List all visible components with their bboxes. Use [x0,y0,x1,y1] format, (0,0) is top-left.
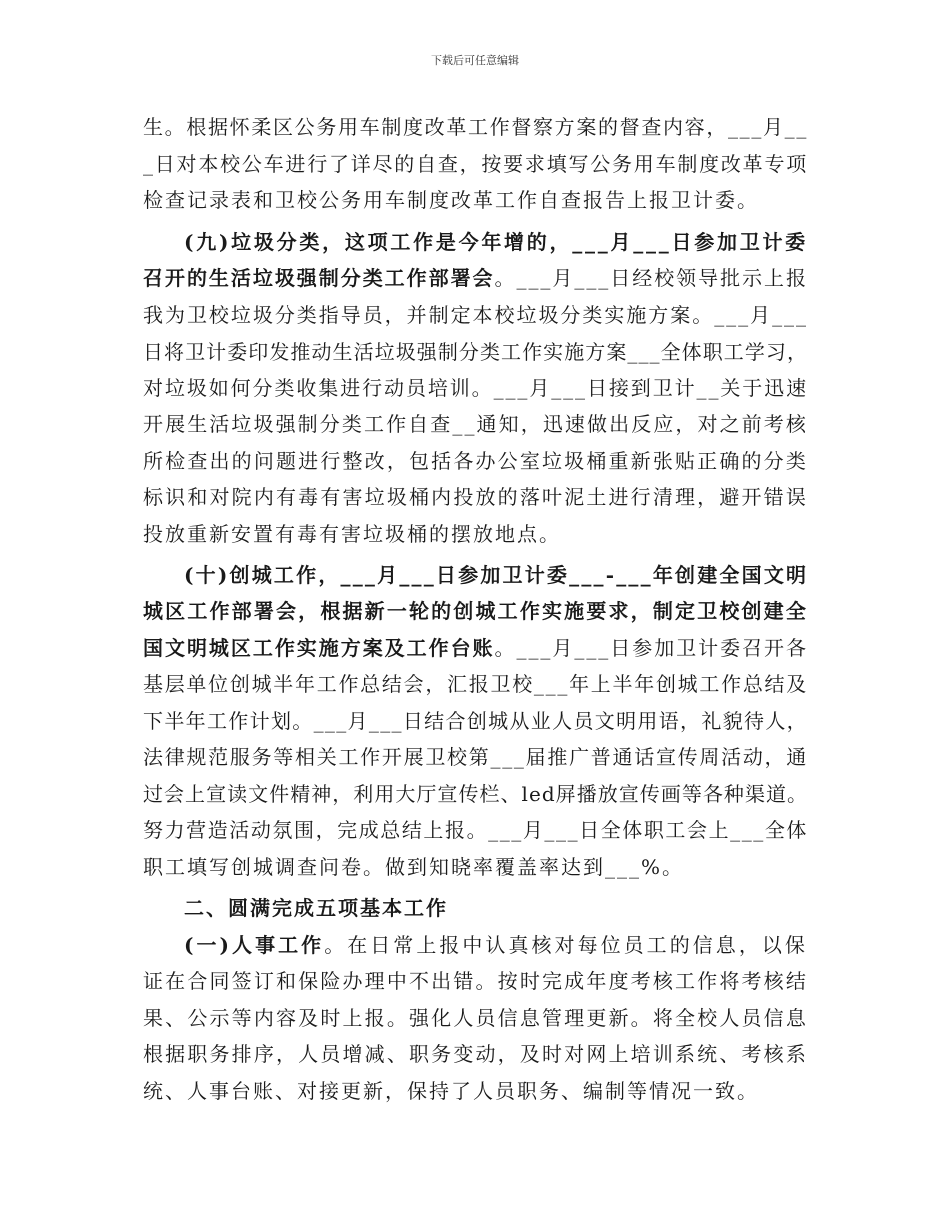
text: 证在合同签订和保险办理中不出错。按时完成年度考核工作将考核结 [143,969,808,993]
text: _日对本校公车进行了详尽的自查，按要求填写公务用车制度改革专项 [143,152,808,176]
text-line [143,636,808,660]
text-line [143,1079,759,1103]
text-line [184,230,808,254]
text-line [143,340,808,364]
text: 法律规范服务等相关工作开展卫校第___届推广普通话宣传周活动，通 [143,745,808,769]
bold-text: (九)垃圾分类，这项工作是今年增的，___月___日参加卫计委 [184,230,808,254]
text-line [143,1006,808,1030]
text-line [143,522,561,546]
bold-text: (十)创城工作，___月___日参加卫计委___-___年创建全国文明 [184,563,809,587]
text: 开展生活垃圾强制分类工作自查__通知，迅速做出反应，对之前考核 [143,412,808,436]
text: 下半年工作计划。___月___日结合创城从业人员文明用语，礼貌待人， [143,709,808,733]
text: 。在日常上报中认真核对每位员工的信息，以保 [324,933,808,957]
text-line [143,969,808,993]
text: 所检查出的问题进行整改，包括各办公室垃圾桶重新张贴正确的分类 [143,449,808,473]
text-line [143,855,684,879]
bold-text: 国文明城区工作实施方案及工作台账 [143,636,495,660]
text: 日将卫计委印发推动生活垃圾强制分类工作实施方案___全体职工学习， [143,340,808,364]
text-line [184,933,808,957]
text: 过会上宣读文件精神，利用大厅宣传栏、led屏播放宣传画等各种渠道。 [143,782,809,806]
text-line [143,1042,808,1066]
text-line [143,115,808,139]
text-line [184,896,448,920]
text: 统、人事台账、对接更新，保持了人员职务、编制等情况一致。 [143,1079,759,1103]
bold-text: 召开的生活垃圾强制分类工作部署会 [143,266,495,290]
text-line [143,188,759,212]
text-line [143,818,808,842]
text: 基层单位创城半年工作总结会，汇报卫校___年上半年创城工作总结及 [143,672,808,696]
text-line [143,376,808,400]
bold-text: 城区工作部署会，根据新一轮的创城工作实施要求，制定卫校创建全 [143,599,808,623]
text: 我为卫校垃圾分类指导员，并制定本校垃圾分类实施方案。___月___ [143,303,808,327]
text: 标识和对院内有毒有害垃圾桶内投放的落叶泥土进行清理，避开错误 [143,485,808,509]
text-line [143,449,808,473]
text: 根据职务排序，人员增减、职务变动，及时对网上培训系统、考核系 [143,1042,808,1066]
text-line [143,266,808,290]
text-line [184,563,808,587]
text: 投放重新安置有毒有害垃圾桶的摆放地点。 [143,522,561,546]
text-line [143,152,808,176]
bold-text: (一)人事工作 [184,933,325,957]
text: 果、公示等内容及时上报。强化人员信息管理更新。将全校人员信息 [143,1006,808,1030]
text: 对垃圾如何分类收集进行动员培训。___月___日接到卫计__关于迅速 [143,376,808,400]
text-line [143,709,808,733]
text-line [143,303,808,327]
text: 努力营造活动氛围，完成总结上报。___月___日全体职工会上___全体 [143,818,808,842]
text-line [143,782,808,806]
text-line [143,672,808,696]
bold-text: 二、圆满完成五项基本工作 [184,896,448,920]
text-line [143,412,808,436]
text: 检查记录表和卫校公务用车制度改革工作自查报告上报卫计委。 [143,188,759,212]
text: 。___月___日参加卫计委召开各 [494,636,809,660]
text: 职工填写创城调查问卷。做到知晓率覆盖率达到___%。 [143,855,685,879]
text-line [143,745,808,769]
text-line [143,485,808,509]
page-header: 下载后可任意编辑 [431,54,519,67]
text: 。___月___日经校领导批示上报 [494,266,809,290]
text: 生。根据怀柔区公务用车制度改革工作督察方案的督查内容，___月__ [143,115,808,139]
text-line [143,599,808,623]
